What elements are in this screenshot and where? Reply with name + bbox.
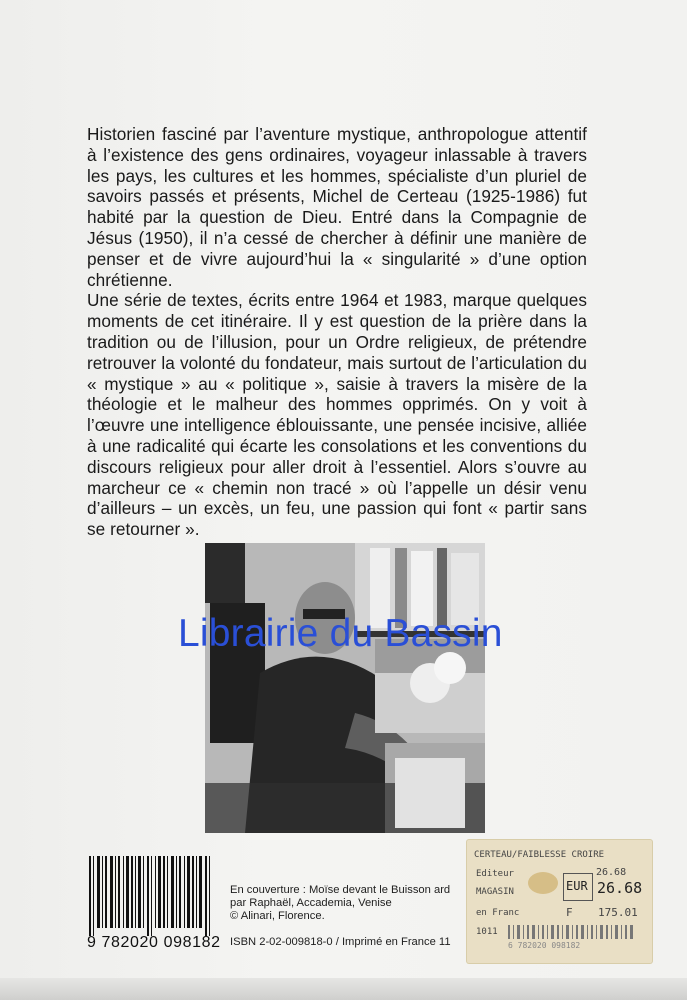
- isbn-barcode: [87, 856, 222, 964]
- blurb-paragraph-1: Historien fasciné par l’aventure mystique, anthropologue attentif à l’existence des gens ordinaires, voyageur inlassable à travers les pays, les cultures et les hommes, spécialiste d’un pluriel de savoirs passés et présents, Michel de Certeau (1925-1986) fut habité par la question de Dieu. Entré dans la Compagnie de Jésus (1950), il n’a cessé de chercher à définir une manière de penser et de vivre aujourd’hui la « singularité » d’une option chrétienne.: [87, 124, 587, 290]
- author-photo-image: [205, 543, 485, 833]
- sticker-barcode-graphic: [508, 925, 638, 939]
- sticker-row-2-value: 26.68: [597, 879, 643, 897]
- credits-line-1: En couverture : Moïse devant le Buisson ard: [230, 884, 451, 896]
- isbn-line: ISBN 2-02-009818-0 / Imprimé en France 11: [230, 936, 451, 948]
- blurb-paragraph-2: Une série de textes, écrits entre 1964 et 1983, marque quelques moments de cet itinéraire. Il y est question de la prière dans la tradition ou de l’illusion, pour un Ordre religieux, de prétendre retrouver la volonté du fondateur, mais surtout de l’articulation du « mystique » au « politique », saisie à travers la misère de la théologie et le malheur des hommes opprimés. On y voit à l’œuvre une intelligence éblouissante, une pensée incisive, alliée à une radicalité qui écarte les consolations et les conventions du discours religieux pour aller droit à l’essentiel. Alors s’ouvre au marcheur ce « chemin non tracé » où l’appelle un désir venu d’ailleurs – un excès, un feu, une passion qui font « partir sans se retourner ».: [87, 290, 587, 540]
- barcode-number: 9 782020 098182: [87, 934, 221, 951]
- sticker-barcode-digits: 6 782020 098182: [508, 941, 581, 950]
- sticker-row-1-value: 26.68: [596, 867, 627, 878]
- sticker-row-1-label: Editeur: [476, 869, 514, 879]
- sticker-row-2-code: EUR: [566, 879, 588, 893]
- sticker-code: 1011: [476, 927, 498, 937]
- cover-bottom-edge: [0, 978, 687, 1000]
- cover-credits: [230, 884, 450, 923]
- sticker-row-3-value: 175.01: [598, 906, 638, 919]
- credits-line-2: par Raphaël, Accademia, Venise: [230, 897, 392, 909]
- sticker-row-3-code: F: [566, 906, 573, 919]
- credits-line-3: © Alinari, Florence.: [230, 910, 325, 922]
- barcode-bars-graphic: [87, 856, 222, 936]
- sticker-row-3-label: en Franc: [476, 908, 520, 918]
- sticker-row-2-label: MAGASIN: [476, 887, 514, 897]
- author-photo: [205, 543, 485, 833]
- sticker-header: CERTEAU/FAIBLESSE CROIRE: [474, 850, 605, 860]
- back-cover-blurb: [87, 124, 587, 540]
- watermark-text: Librairie du Bassin: [178, 612, 503, 655]
- sticker-stain: [528, 872, 558, 894]
